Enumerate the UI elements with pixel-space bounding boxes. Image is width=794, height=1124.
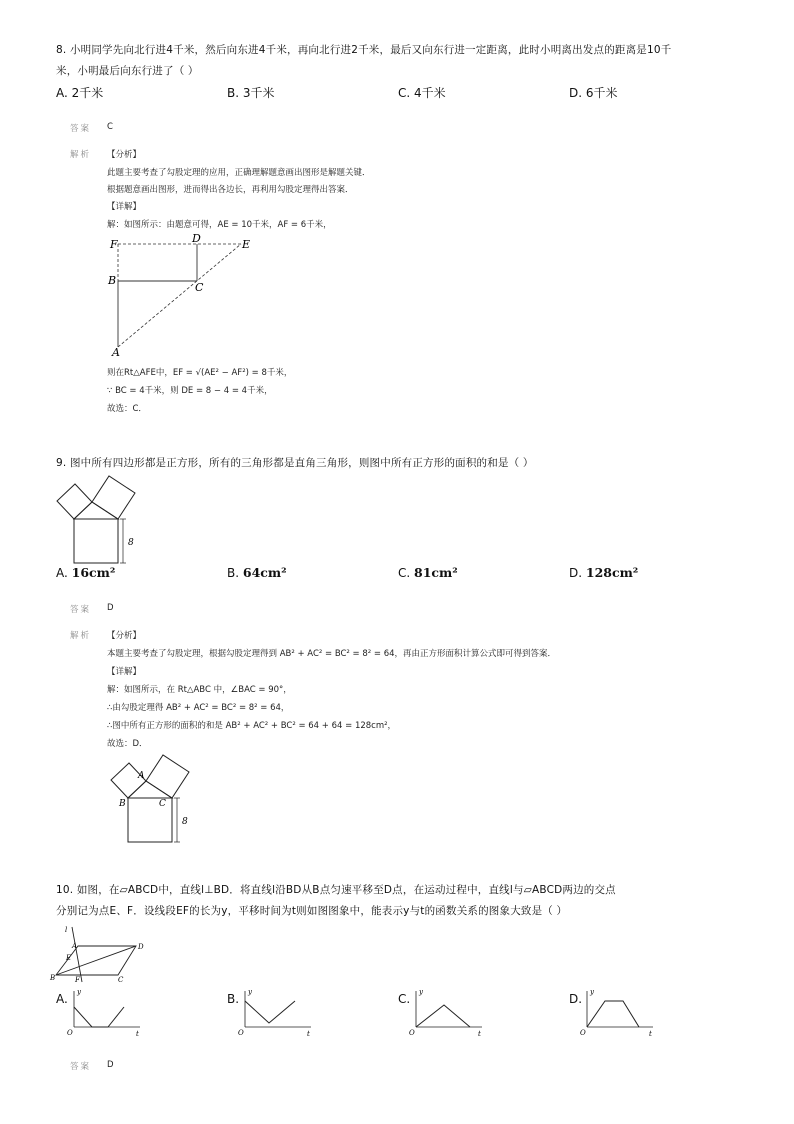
q8-detail-line1: 解：如图所示：由题意可得，AE = 10千米，AF = 6千米，: [107, 220, 332, 230]
q8-option-b[interactable]: B. 3千米: [227, 86, 275, 100]
q8-label-c: C: [195, 281, 204, 294]
q8-option-c[interactable]: C. 4千米: [398, 86, 446, 100]
q9-option-d-value: 128cm²: [585, 565, 639, 580]
q8-stem-line1: 8. 小明同学先向北行进4千米，然后向东进4千米，再向北行进2千米，最后又向东行进一定距离，此时小明离出发点的距离是10千: [56, 44, 672, 56]
q8-detail-line3: ∵ BC = 4千米，则 DE = 8 − 4 = 4千米，: [107, 386, 273, 396]
q10-answer-value: D: [107, 1060, 114, 1070]
q10-graph-a[interactable]: [64, 987, 144, 1037]
q10-answer-label: 答案: [70, 1062, 92, 1072]
q10-option-d[interactable]: D.: [569, 992, 583, 1006]
q9-solution-side-label: 8: [182, 817, 188, 827]
q8-fenxi-heading: 【分析】: [107, 150, 142, 160]
q8-xiangjie-heading: 【详解】: [107, 202, 142, 212]
q8-answer-value: C: [107, 122, 113, 132]
q10-graph-d[interactable]: [577, 987, 657, 1037]
q9-analysis-label: 解析: [70, 631, 92, 641]
q8-label-e: E: [242, 238, 251, 251]
q9-solution-figure: [108, 755, 198, 845]
q10-graph-b[interactable]: [235, 987, 315, 1037]
q10-option-a[interactable]: A.: [56, 992, 68, 1006]
q9-option-a[interactable]: [56, 565, 115, 580]
q9-label-a: A: [138, 771, 145, 781]
q10-stem-line1: 10. 如图，在▱ABCD中，直线l⊥BD．将直线l沿BD从B点匀速平移至D点，在运动过程中，直线l与▱ABCD两边的交点: [56, 884, 616, 896]
q9-option-c-value: 81cm²: [414, 565, 458, 580]
q10-label-e: E: [66, 954, 72, 962]
q9-option-d[interactable]: [569, 565, 638, 580]
q10-graph-c-t: t: [478, 1030, 481, 1038]
q8-label-a: A: [112, 346, 120, 359]
q9-answer-value: D: [107, 603, 114, 613]
q9-option-a-letter: A.: [56, 566, 72, 580]
q9-option-b-value: 64cm²: [242, 565, 287, 580]
q9-answer-label: 答案: [70, 605, 92, 615]
q8-option-d[interactable]: D. 6千米: [569, 86, 618, 100]
q10-graph-a-o: O: [67, 1029, 73, 1037]
q10-graph-d-y: y: [590, 988, 594, 996]
q10-parallelogram-figure: [50, 922, 150, 984]
q10-graph-c[interactable]: [406, 987, 486, 1037]
q9-option-d-letter: D.: [569, 566, 586, 580]
q10-label-b: B: [50, 974, 56, 982]
q8-detail-line4: 故选：C．: [107, 404, 147, 414]
q10-graph-b-y: y: [248, 988, 252, 996]
q10-option-c[interactable]: C.: [398, 992, 411, 1006]
q8-label-d: D: [192, 232, 201, 245]
q8-analysis-line2: 根据题意画出图形，进而得出各边长，再利用勾股定理得出答案．: [107, 185, 354, 195]
q10-graph-d-o: O: [580, 1029, 586, 1037]
q10-graph-c-o: O: [409, 1029, 415, 1037]
q10-option-b[interactable]: B.: [227, 992, 240, 1006]
q9-xiangjie-heading: 【详解】: [107, 667, 142, 677]
q8-label-b: B: [108, 274, 117, 287]
q9-detail-line3: ∴图中所有正方形的面积的和是 AB² + AC² + BC² = 64 + 64 = 128cm²，: [107, 721, 397, 731]
q10-label-c: C: [118, 976, 124, 984]
q10-label-d: D: [138, 943, 144, 951]
q8-stem-line2: 米，小明最后向东行进了（ ）: [56, 65, 199, 77]
q10-graph-d-t: t: [649, 1030, 652, 1038]
q9-detail-line4: 故选：D．: [107, 739, 148, 749]
q8-analysis-line1: 此题主要考查了勾股定理的应用，正确理解题意画出图形是解题关键．: [107, 168, 371, 178]
q9-label-b: B: [119, 799, 126, 809]
q9-option-b-letter: B.: [227, 566, 243, 580]
q8-detail-line2: 则在Rt△AFE中，EF = √(AE² − AF²) = 8千米，: [107, 368, 293, 378]
q10-graph-b-t: t: [307, 1030, 310, 1038]
q8-figure: [104, 232, 264, 360]
q9-option-b[interactable]: [227, 565, 287, 580]
q9-detail-line2: ∴由勾股定理得 AB² + AC² = BC² = 8² = 64，: [107, 703, 290, 713]
q9-fenxi-heading: 【分析】: [107, 631, 142, 641]
q9-option-a-value: 16cm²: [71, 565, 116, 580]
q9-option-c[interactable]: [398, 565, 458, 580]
q10-graph-a-t: t: [136, 1030, 139, 1038]
q9-analysis-line1: 本题主要考查了勾股定理，根据勾股定理得到 AB² + AC² = BC² = 8² = 64，再由正方形面积计算公式即可得到答案．: [107, 649, 557, 659]
q9-label-c: C: [159, 799, 166, 809]
q9-side-label: 8: [128, 538, 134, 548]
q8-answer-label: 答案: [70, 124, 92, 134]
q10-label-f: F: [75, 976, 80, 984]
q9-figure: [54, 476, 144, 566]
q10-graph-c-y: y: [419, 988, 423, 996]
q8-analysis-label: 解析: [70, 150, 92, 160]
q9-detail-line1: 解：如图所示，在 Rt△ABC 中，∠BAC = 90°，: [107, 685, 292, 695]
q8-label-f: F: [110, 238, 118, 251]
q8-option-a[interactable]: A. 2千米: [56, 86, 104, 100]
q10-stem-line2: 分别记为点E、F．设线段EF的长为y，平移时间为t则如图图象中，能表示y与t的函数关系的图象大致是（ ）: [56, 905, 568, 917]
q10-label-l: l: [65, 926, 68, 934]
q9-option-c-letter: C.: [398, 566, 415, 580]
q10-label-a: A: [72, 942, 78, 950]
q10-graph-b-o: O: [238, 1029, 244, 1037]
q10-graph-a-y: y: [77, 988, 81, 996]
q9-stem-line1: 9. 图中所有四边形都是正方形，所有的三角形都是直角三角形，则图中所有正方形的面积的和是（ ）: [56, 457, 534, 469]
